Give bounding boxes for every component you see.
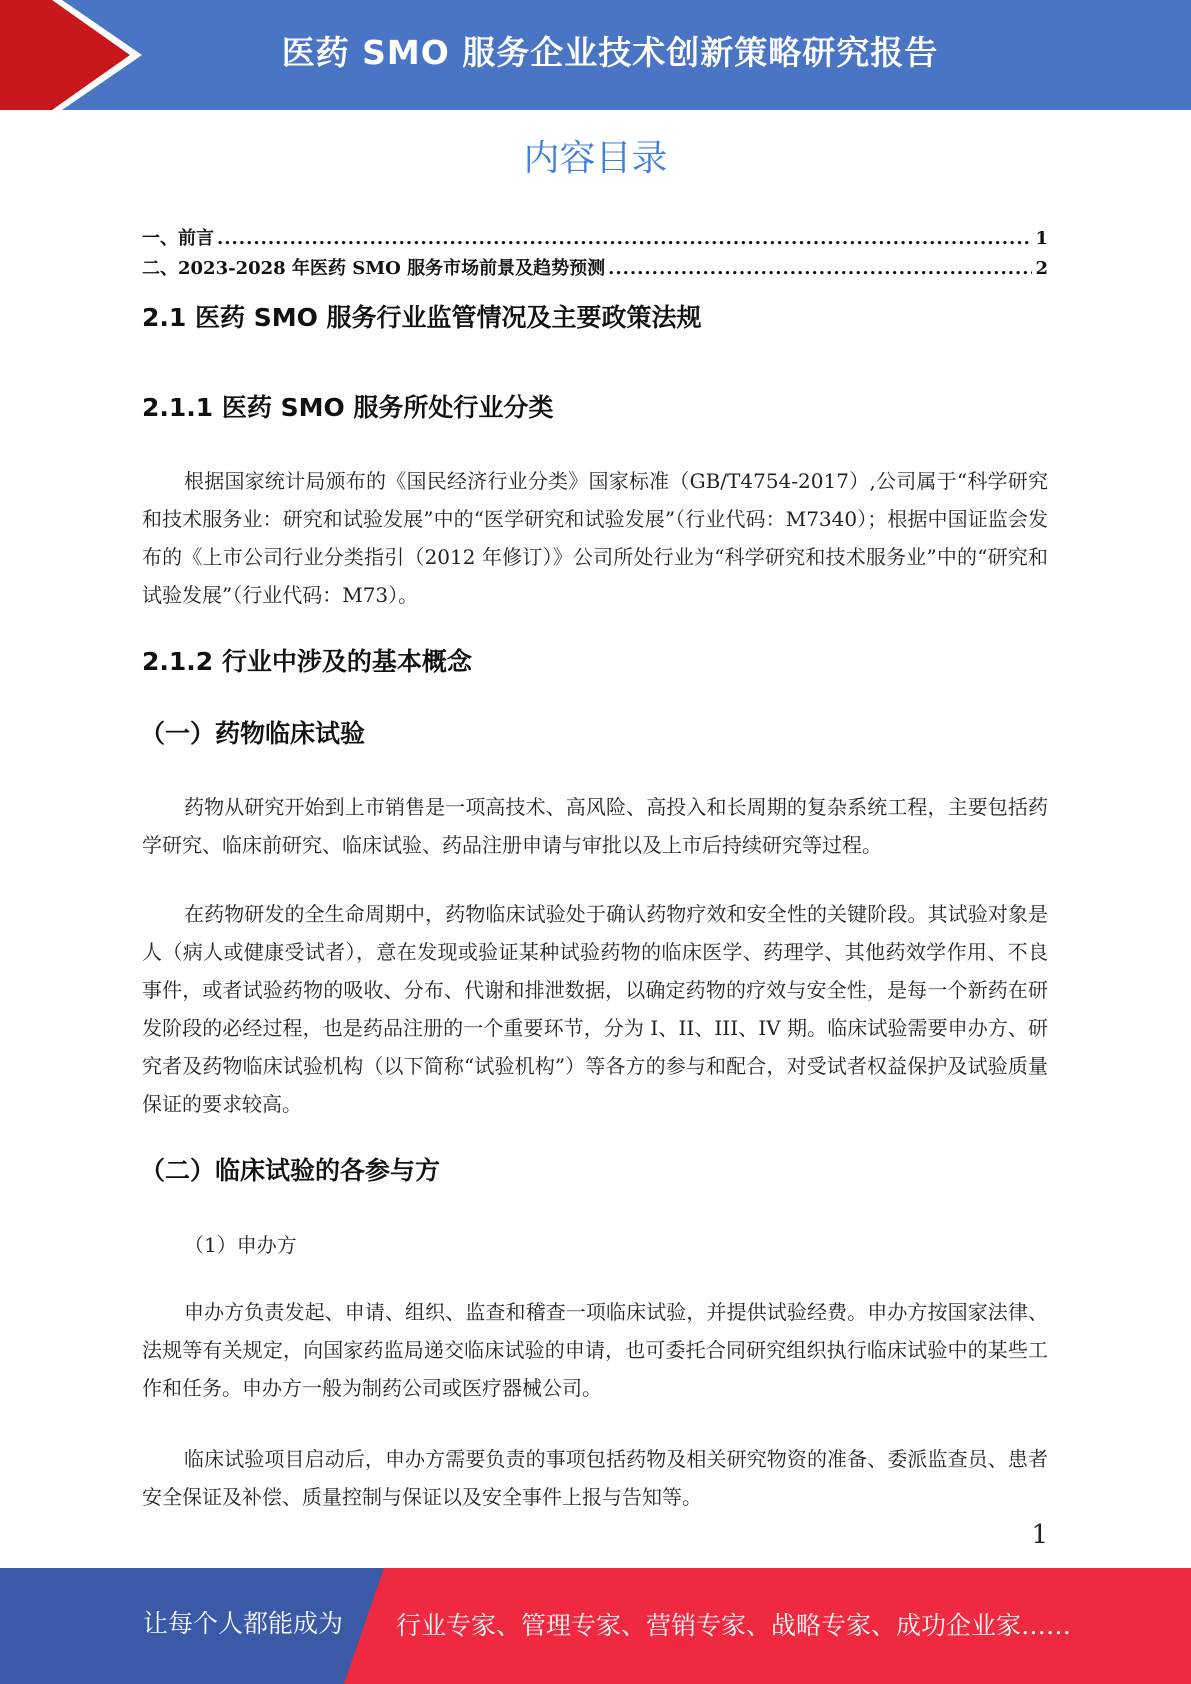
item-heading-sponsor: （1）申办方 — [184, 1233, 297, 1257]
paragraph-drug-development: 药物从研究开始到上市销售是一项高技术、高风险、高投入和长周期的复杂系统工程，主要包括药学研究、临床前研究、临床试验、药品注册申请与审批以及上市后持续研究等过程。 — [142, 795, 1048, 857]
paragraph-sponsor-responsibilities: 临床试验项目启动后，申办方需要负责的事项包括药物及相关研究物资的准备、委派监查员、患者安全保证及补偿、质量控制与保证以及安全事件上报与告知等。 — [142, 1447, 1048, 1509]
toc-entry[interactable] — [142, 224, 1048, 254]
paragraph-sponsor-duties: 申办方负责发起、申请、组织、监查和稽查一项临床试验，并提供试验经费。申办方按国家法律、法规等有关规定，向国家药监局递交临床试验的申请，也可委托合同研究组织执行临床试验中的某些工作和任务。申办方一般为制药公司或医疗器械公司。 — [142, 1300, 1048, 1400]
toc-entry-label: 二、2023-2028 年医药 SMO 服务市场前景及趋势预测 — [142, 258, 606, 279]
toc-entry[interactable] — [142, 254, 1048, 284]
toc-entry-label: 一、前言 — [142, 228, 214, 249]
section-heading-2-1-2: 2.1.2 行业中涉及的基本概念 — [142, 647, 472, 676]
section-heading-2-1: 2.1 医药 SMO 服务行业监管情况及主要政策法规 — [142, 303, 702, 332]
footer-slogan-left: 让每个人都能成为 — [143, 1609, 344, 1638]
page-number: 1 — [1031, 1520, 1048, 1550]
footer-banner — [0, 1568, 1191, 1684]
footer-slogan-right: 行业专家、管理专家、营销专家、战略专家、成功企业家…… — [396, 1611, 1072, 1640]
toc-leader-dots — [217, 224, 1032, 254]
subsection-heading-clinical-trials: （一）药物临床试验 — [140, 719, 366, 748]
toc-title: 内容目录 — [523, 138, 668, 179]
table-of-contents — [142, 224, 1048, 284]
toc-entry-page: 2 — [1035, 258, 1048, 279]
toc-leader-dots — [608, 254, 1032, 284]
paragraph-industry-classification: 根据国家统计局颁布的《国民经济行业分类》国家标准（GB/T4754-2017）,公司属于“科学研究和技术服务业：研究和试验发展”中的“医学研究和试验发展”（行业代码：M7340）；根据中国证监会发布的《上市公司行业分类指引（2012 年修订）》公司所处行业为“科学研究和技术服务业”中的“研究和试验发展”（行业代码：M73）。 — [142, 469, 1048, 607]
toc-entry-page: 1 — [1035, 228, 1048, 249]
header-banner — [0, 0, 1191, 110]
section-heading-2-1-1: 2.1.1 医药 SMO 服务所处行业分类 — [142, 393, 554, 422]
subsection-heading-participants: （二）临床试验的各参与方 — [140, 1156, 441, 1185]
report-title: 医药 SMO 服务企业技术创新策略研究报告 — [281, 33, 939, 72]
paragraph-clinical-trial-stage: 在药物研发的全生命周期中，药物临床试验处于确认药物疗效和安全性的关键阶段。其试验对象是人（病人或健康受试者），意在发现或验证某种试验药物的临床医学、药理学、其他药效学作用、不良事件，或者试验药物的吸收、分布、代谢和排泄数据，以确定药物的疗效与安全性，是每一个新药在研发阶段的必经过程，也是药品注册的一个重要环节，分为 I、II、III、IV 期。临床试验需要申办方、研究者及药物临床试验机构（以下简称“试验机构”）等各方的参与和配合，对受试者权益保护及试验质量保证的要求较高。 — [142, 902, 1048, 1116]
